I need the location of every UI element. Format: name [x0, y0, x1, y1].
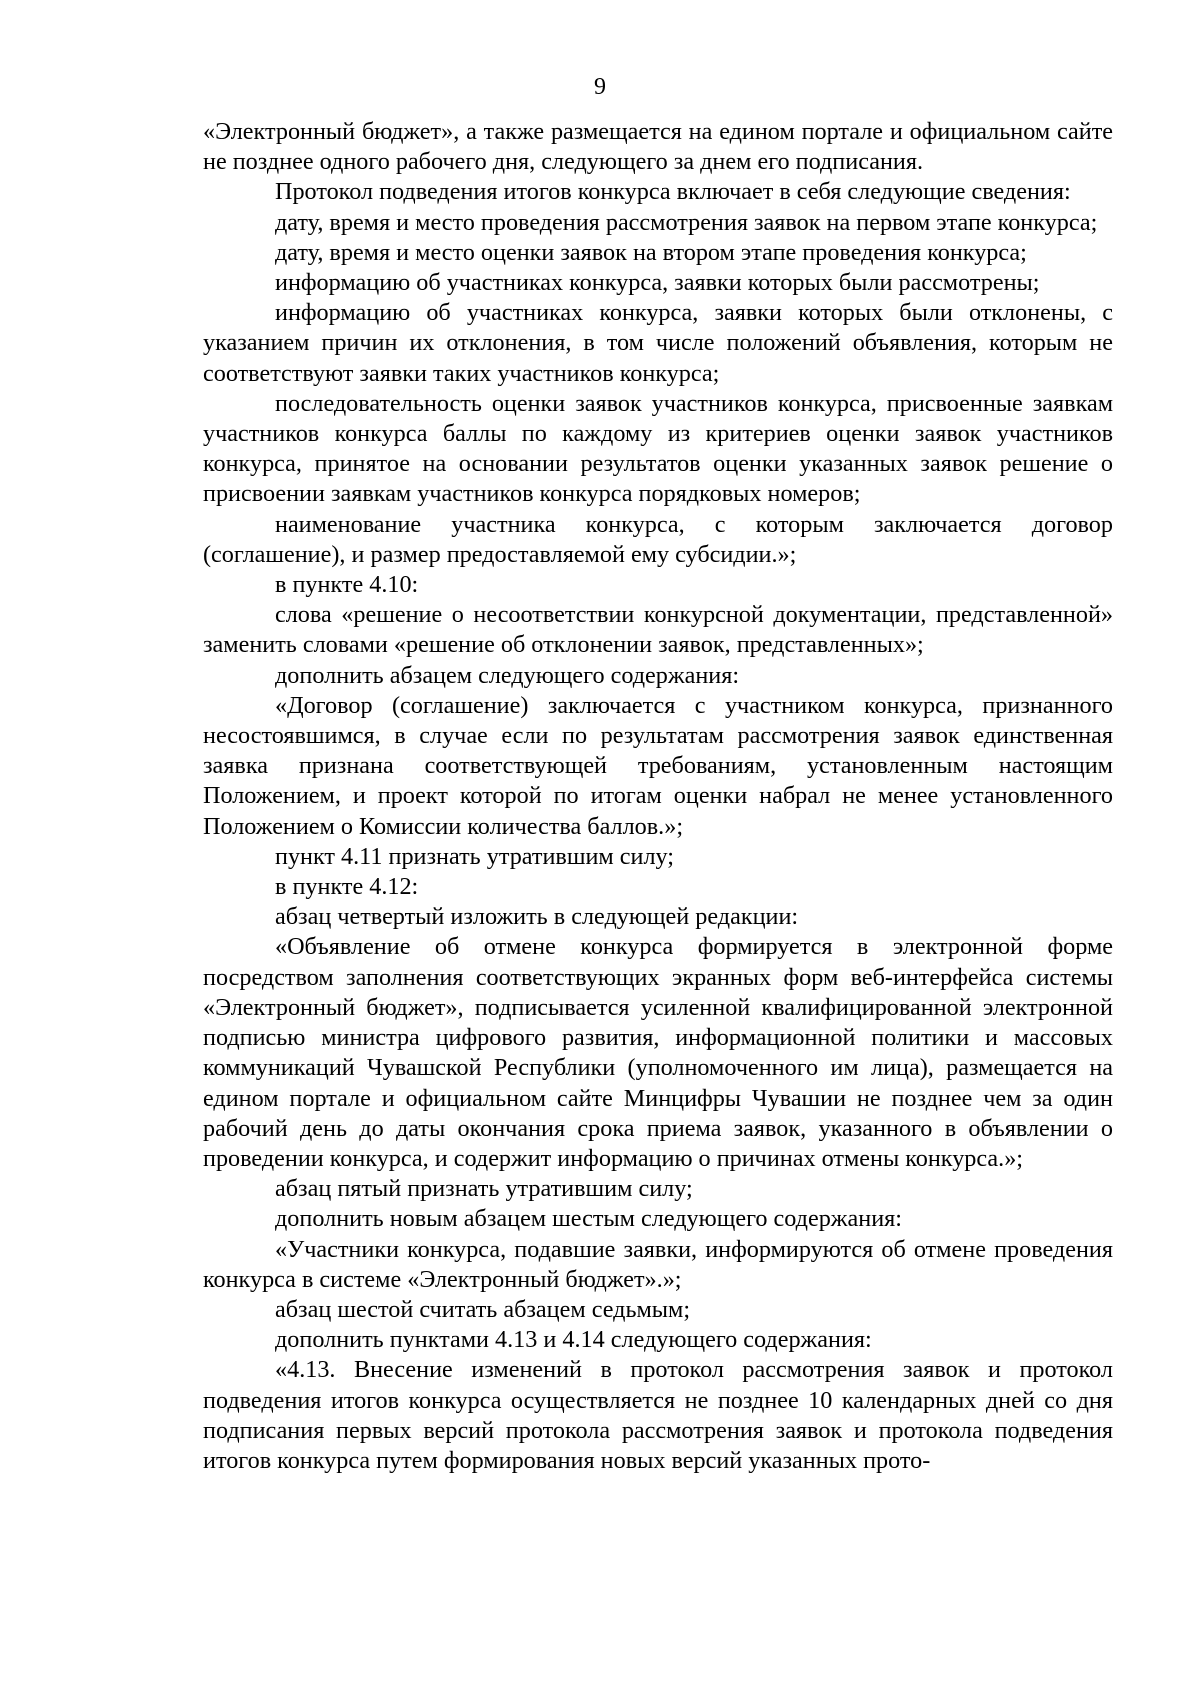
paragraph: информацию об участниках конкурса, заявки которых были рассмотрены; [275, 269, 1040, 297]
paragraph: дополнить новым абзацем шестым следующего содержания: [275, 1205, 902, 1233]
paragraph: абзац шестой считать абзацем седьмым; [275, 1295, 691, 1323]
paragraph: в пункте 4.10: [275, 571, 419, 599]
paragraph: дополнить абзацем следующего содержания: [275, 661, 740, 689]
paragraph: «Электронный бюджет», а также размещается на едином портале и официальном сайте не позднее одного рабочего дня, следующего за днем его подписания. [203, 118, 1113, 176]
paragraph: «Объявление об отмене конкурса формируется в электронной форме посредством заполнения соответствующих экранных форм веб-интерфейса системы «Электронный бюджет», подписывается усиленной квалифицированной электронной подписью министра цифрового развития, информационной политики и массовых коммуникаций Чувашской Республики (уполномоченного им лица), размещается на едином портале и официальном сайте Минцифры Чувашии не позднее чем за один рабочий день до даты окончания срока приема заявок, указанного в объявлении о проведении конкурса, и содержит информацию о причинах отмены конкурса.»; [203, 933, 1113, 1172]
document-body [203, 117, 1113, 1476]
paragraph: в пункте 4.12: [275, 873, 419, 901]
paragraph: наименование участника конкурса, с которым заключается договор (соглашение), и размер предоставляемой ему субсидии.»; [203, 510, 1113, 568]
paragraph: абзац четвертый изложить в следующей редакции: [275, 903, 799, 931]
paragraph: информацию об участниках конкурса, заявки которых были отклонены, с указанием причин их отклонения, в том числе положений объявления, которым не соответствуют заявки таких участников конкурса; [203, 299, 1113, 387]
paragraph: пункт 4.11 признать утратившим силу; [275, 842, 675, 870]
paragraph: дополнить пунктами 4.13 и 4.14 следующего содержания: [275, 1326, 872, 1354]
paragraph: дату, время и место проведения рассмотрения заявок на первом этапе конкурса; [275, 208, 1098, 236]
paragraph: последовательность оценки заявок участников конкурса, присвоенные заявкам участников конкурса баллы по каждому из критериев оценки заявок участников конкурса, принятое на основании результатов оценки указанных заявок решение о присвоении заявкам участников конкурса порядковых номеров; [203, 389, 1113, 508]
paragraph: дату, время и место оценки заявок на втором этапе проведения конкурса; [275, 238, 1027, 266]
paragraph: абзац пятый признать утратившим силу; [275, 1175, 693, 1203]
paragraph: «Договор (соглашение) заключается с участником конкурса, признанного несостоявшимся, в случае если по результатам рассмотрения заявок единственная заявка признана соответствующей требованиям, установленным настоящим Положением, и проект которой по итогам оценки набрал не менее установленного Положением о Комиссии количества баллов.»; [203, 691, 1113, 840]
page-number: 9 [594, 74, 606, 100]
paragraph: слова «решение о несоответствии конкурсной документации, представленной» заменить словами «решение об отклонении заявок, представленных»; [203, 601, 1113, 659]
paragraph: Протокол подведения итогов конкурса включает в себя следующие сведения: [275, 178, 1071, 206]
paragraph: «Участники конкурса, подавшие заявки, информируются об отмене проведения конкурса в системе «Электронный бюджет».»; [203, 1235, 1113, 1293]
paragraph: «4.13. Внесение изменений в протокол рассмотрения заявок и протокол подведения итогов конкурса осуществляется не позднее 10 календарных дней со дня подписания первых версий протокола рассмотрения заявок и протокола подведения итогов конкурса путем формирования новых версий указанных прото- [203, 1356, 1113, 1474]
